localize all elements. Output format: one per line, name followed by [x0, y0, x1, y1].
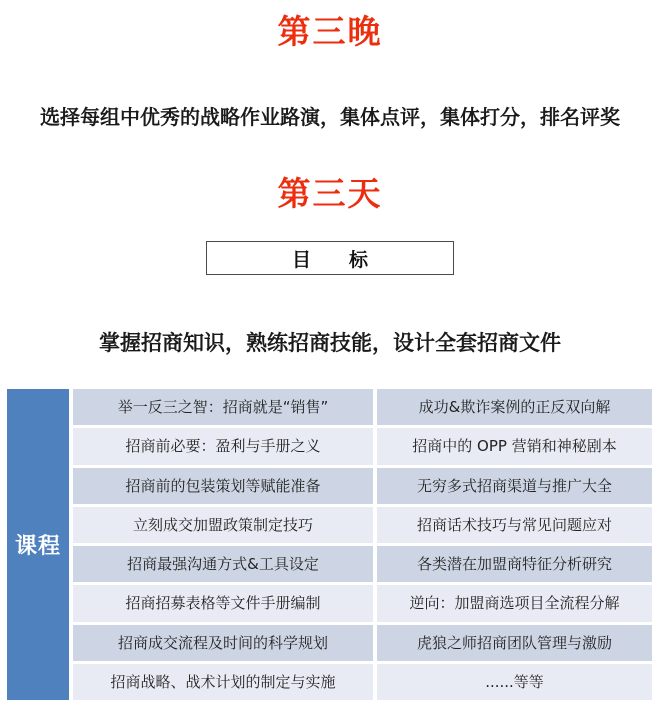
- goal-box-label: 目 标: [291, 248, 368, 271]
- course-cell-left-4: 立刻成交加盟政策制定技巧: [73, 507, 373, 543]
- course-cell-right-7: 虎狼之师招商团队管理与激励: [377, 625, 652, 661]
- day-title: 第三天: [277, 174, 383, 213]
- course-cell-left-8: 招商战略、战术计划的制定与实施: [73, 664, 373, 700]
- course-table-header: 课程: [7, 389, 69, 700]
- night-title: 第三晚: [277, 12, 383, 51]
- night-description: 选择每组中优秀的战略作业路演，集体点评，集体打分，排名评奖: [40, 105, 620, 129]
- course-cell-right-6: 逆向：加盟商选项目全流程分解: [377, 585, 652, 621]
- course-cell-right-4: 招商话术技巧与常见问题应对: [377, 507, 652, 543]
- course-cell-right-3: 无穷多式招商渠道与推广大全: [377, 468, 652, 504]
- course-cell-right-8: ......等等: [377, 664, 652, 700]
- course-cell-left-1: 举一反三之智：招商就是“销售”: [73, 389, 373, 425]
- course-cell-right-1: 成功&欺诈案例的正反双向解: [377, 389, 652, 425]
- goal-box: [206, 241, 454, 275]
- course-grid: [73, 389, 652, 700]
- course-cell-right-2: 招商中的 OPP 营销和神秘剧本: [377, 428, 652, 464]
- course-cell-left-5: 招商最强沟通方式&工具设定: [73, 546, 373, 582]
- course-cell-left-7: 招商成交流程及时间的科学规划: [73, 625, 373, 661]
- course-cell-left-3: 招商前的包装策划等赋能准备: [73, 468, 373, 504]
- course-table: [7, 389, 652, 700]
- course-cell-left-2: 招商前必要：盈利与手册之义: [73, 428, 373, 464]
- course-cell-left-6: 招商招募表格等文件手册编制: [73, 585, 373, 621]
- goal-description: 掌握招商知识，熟练招商技能，设计全套招商文件: [99, 331, 561, 355]
- course-cell-right-5: 各类潜在加盟商特征分析研究: [377, 546, 652, 582]
